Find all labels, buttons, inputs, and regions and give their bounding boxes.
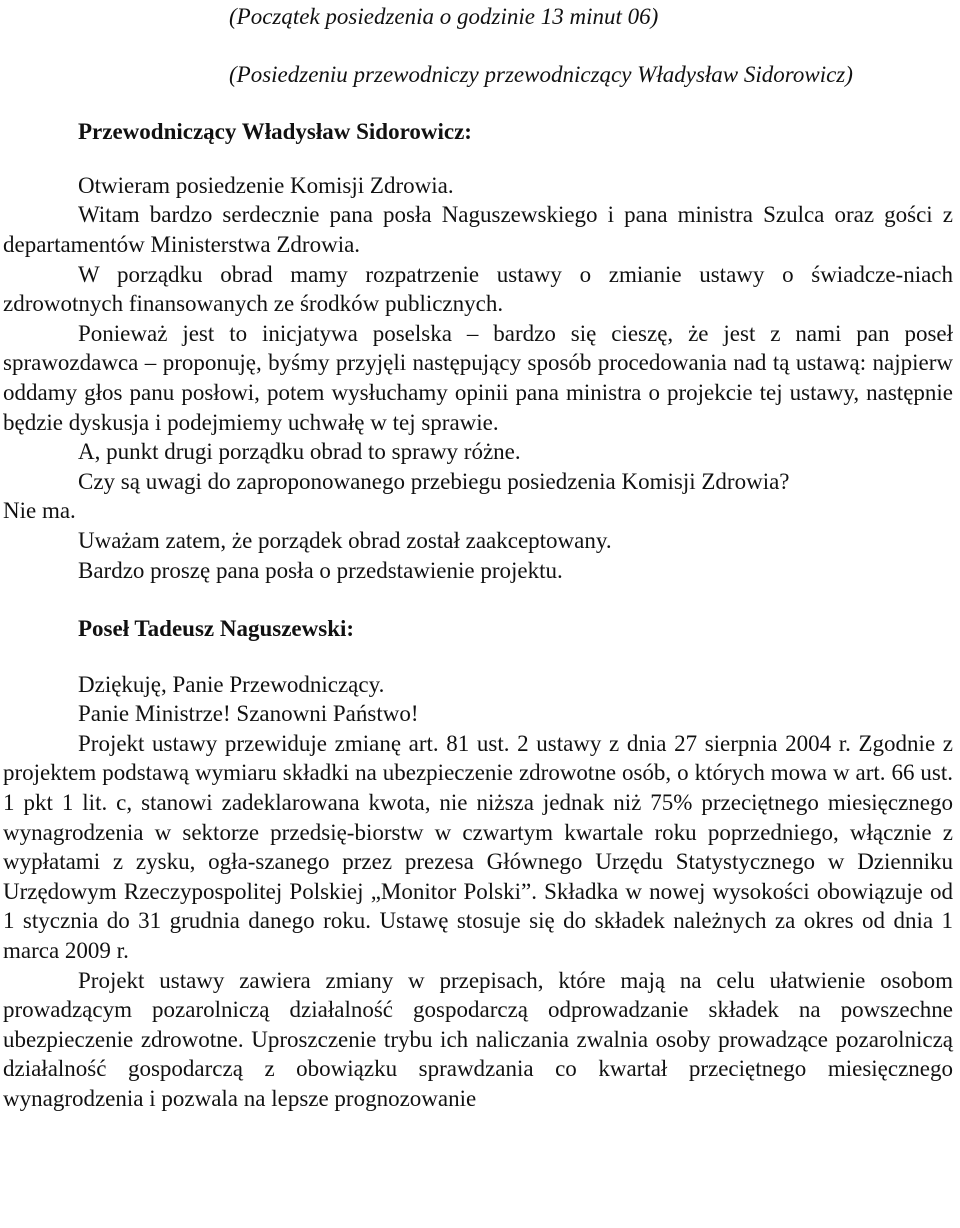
paragraph: Czy są uwagi do zaproponowanego przebiegu posiedzenia Komisji Zdrowia? (78, 468, 790, 494)
header-notes (229, 0, 953, 89)
paragraph: Panie Ministrze! Szanowni Państwo! (78, 701, 419, 727)
speaker-name: Przewodniczący Władysław Sidorowicz: (78, 119, 472, 145)
paragraph: Otwieram posiedzenie Komisji Zdrowia. (78, 172, 454, 198)
paragraph: W porządku obrad mamy rozpatrzenie ustawy o zmianie ustawy o świadcze-niach zdrowotnych finansowanych ze środków publicznych. (3, 261, 953, 317)
paragraph: Uważam zatem, że porządek obrad został zaakceptowany. (78, 527, 612, 553)
paragraph: Dziękuję, Panie Przewodniczący. (78, 671, 385, 697)
transcript-page (3, 0, 953, 1114)
paragraph: Bardzo proszę pana posła o przedstawienie projektu. (78, 557, 563, 583)
paragraph: Nie ma. (3, 498, 76, 524)
speaker-2-speech (3, 670, 953, 1114)
paragraph: Ponieważ jest to inicjatywa poselska – bardzo się cieszę, że jest z nami pan poseł sprawozdawca – proponuję, byśmy przyjęli następujący sposób procedowania nad tą ustawą: najpierw oddamy głos panu posłowi, potem wysłuchamy opinii pana ministra o projekcie tej ustawy, następnie będzie dyskusja i podejmiemy uchwałę w tej sprawie. (3, 320, 953, 435)
paragraph: Projekt ustawy przewiduje zmianę art. 81 ust. 2 ustawy z dnia 27 sierpnia 2004 r. Zgodnie z projektem podstawą wymiaru składki na ubezpieczenie zdrowotne osób, o których mowa w art. 66 ust. 1 pkt 1 lit. c, stanowi zadeklarowana kwota, nie niższa jednak niż 75% przeciętnego miesięcznego wynagrodzenia w sektorze przedsię-biorstw w czwartym kwartale roku poprzedniego, włącznie z wypłatami z zysku, ogła-szanego przez prezesa Głównego Urzędu Statystycznego w Dzienniku Urzędowym Rzeczypospolitej Polskiej „Monitor Polski”. Składka w nowej wysokości obowiązuje od 1 stycznia do 31 grudnia danego roku. Ustawę stosuje się do składek należnych za okres od dnia 1 marca 2009 r. (3, 730, 953, 964)
session-start-note: (Początek posiedzenia o godzinie 13 minut 06) (229, 4, 659, 29)
paragraph: Witam bardzo serdecznie pana posła Naguszewskiego i pana ministra Szulca oraz gości z departamentów Ministerstwa Zdrowia. (3, 202, 953, 257)
session-chair-note: (Posiedzeniu przewodniczy przewodniczący Władysław Sidorowicz) (229, 61, 853, 87)
speaker-name: Poseł Tadeusz Naguszewski: (78, 616, 355, 642)
paragraph: Projekt ustawy zawiera zmiany w przepisach, które mają na celu ułatwienie osobom prowadzącym pozarolniczą działalność gospodarczą odprowadzanie składek na powszechne ubezpieczenie zdrowotne. Uproszczenie trybu ich naliczania zwalnia osoby prowadzące pozarolniczą działalność gospodarczą z obowiązku sprawdzania co kwartał przeciętnego miesięcznego wynagrodzenia i pozwala na lepsze prognozowanie (3, 967, 953, 1111)
paragraph: A, punkt drugi porządku obrad to sprawy różne. (78, 439, 521, 465)
speaker-1-speech (3, 171, 953, 585)
